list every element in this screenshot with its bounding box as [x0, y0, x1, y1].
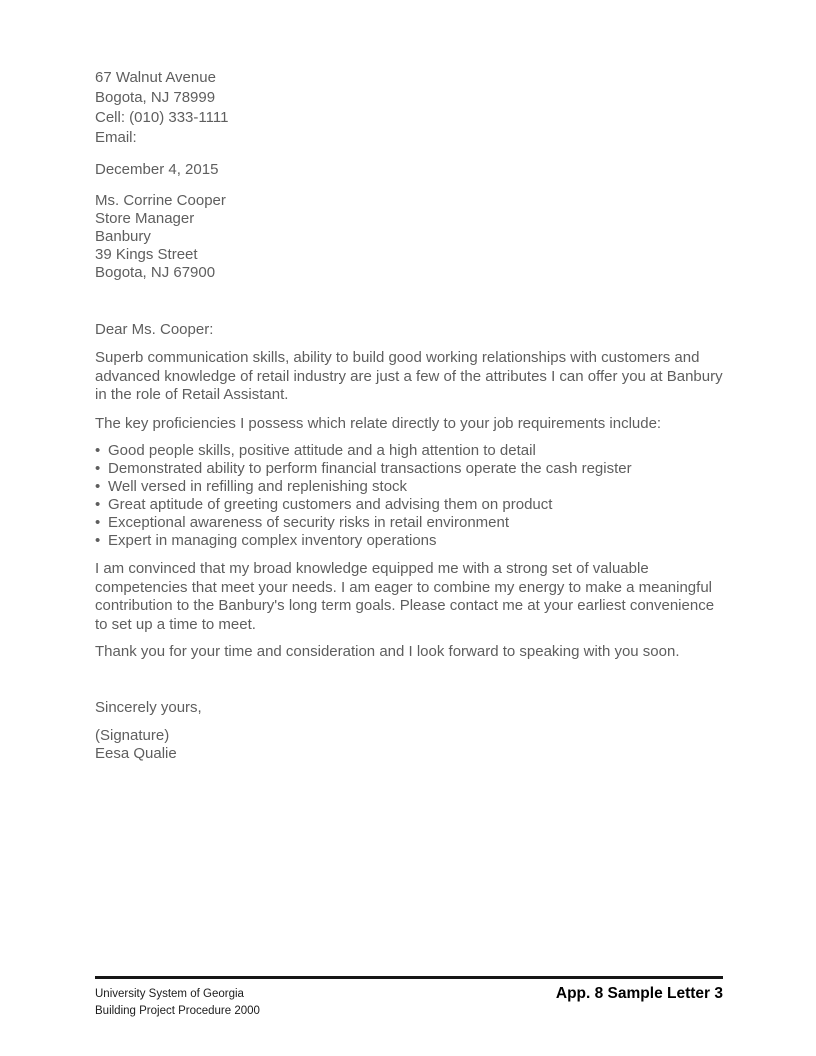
footer-left-block — [95, 986, 260, 1019]
bullet-icon: • — [95, 532, 101, 549]
footer-doc-line: Building Project Procedure 2000 — [95, 1004, 260, 1017]
signature-placeholder: (Signature) — [95, 726, 170, 744]
bullet-text: Exceptional awareness of security risks in retail environment — [108, 514, 510, 531]
recipient-street: 39 Kings Street — [95, 246, 198, 263]
sender-address-line1: 67 Walnut Avenue — [95, 69, 216, 86]
bullet-item — [95, 496, 725, 514]
recipient-company: Banbury — [95, 228, 151, 245]
bullet-item — [95, 460, 725, 478]
sender-cell: Cell: (010) 333-1111 — [95, 109, 229, 126]
intro-paragraph: Superb communication skills, ability to build good working relationships with customers and advanced knowledge of retail industry are just a few of the attributes I can offer you at Banbury in the role of Retail Assistant. — [95, 349, 723, 403]
bullet-icon: • — [95, 514, 101, 531]
signoff-closing: Sincerely yours, — [95, 698, 202, 716]
bullet-icon: • — [95, 478, 101, 495]
bullet-item — [95, 514, 725, 532]
bullet-text: Well versed in refilling and replenishing stock — [108, 478, 408, 495]
sender-email: Email: — [95, 129, 137, 146]
letter-body — [95, 68, 725, 763]
salutation: Dear Ms. Cooper: — [95, 321, 214, 338]
sender-address-line2: Bogota, NJ 78999 — [95, 89, 216, 106]
bullet-text: Demonstrated ability to perform financial transactions operate the cash register — [108, 460, 632, 477]
recipient-city: Bogota, NJ 67900 — [95, 264, 216, 281]
footer-appendix-label: App. 8 Sample Letter 3 — [555, 985, 723, 1002]
closing-paragraph: I am convinced that my broad knowledge equipped me with a strong set of valuable competencies that meet your needs. I am eager to combine my energy to make a meaningful contribution to the Banbury's long term goals. Please contact me at your earliest convenience to set up a time to meet. — [95, 560, 715, 633]
bullet-item — [95, 532, 725, 550]
bullet-item — [95, 478, 725, 496]
thanks-paragraph: Thank you for your time and consideration and I look forward to speaking with you soon. — [95, 643, 680, 660]
footer-org-line: University System of Georgia — [95, 988, 244, 1000]
sender-address-block — [95, 68, 725, 148]
bullet-icon: • — [95, 442, 101, 459]
proficiencies-bullet-list — [95, 442, 725, 550]
bullet-item — [95, 442, 725, 460]
recipient-name: Ms. Corrine Cooper — [95, 192, 226, 209]
recipient-address-block — [95, 192, 725, 282]
proficiencies-lead: The key proficiencies I possess which relate directly to your job requirements include: — [95, 414, 662, 432]
signature-block — [95, 727, 725, 763]
bullet-text: Expert in managing complex inventory operations — [108, 532, 437, 549]
letter-date: December 4, 2015 — [95, 161, 219, 178]
bullet-text: Good people skills, positive attitude and a high attention to detail — [108, 442, 536, 459]
signature-name: Eesa Qualie — [95, 744, 177, 762]
bullet-text: Great aptitude of greeting customers and advising them on product — [108, 496, 553, 513]
recipient-title: Store Manager — [95, 210, 195, 227]
bullet-icon: • — [95, 496, 101, 513]
footer-divider — [95, 976, 723, 979]
bullet-icon: • — [95, 460, 101, 477]
